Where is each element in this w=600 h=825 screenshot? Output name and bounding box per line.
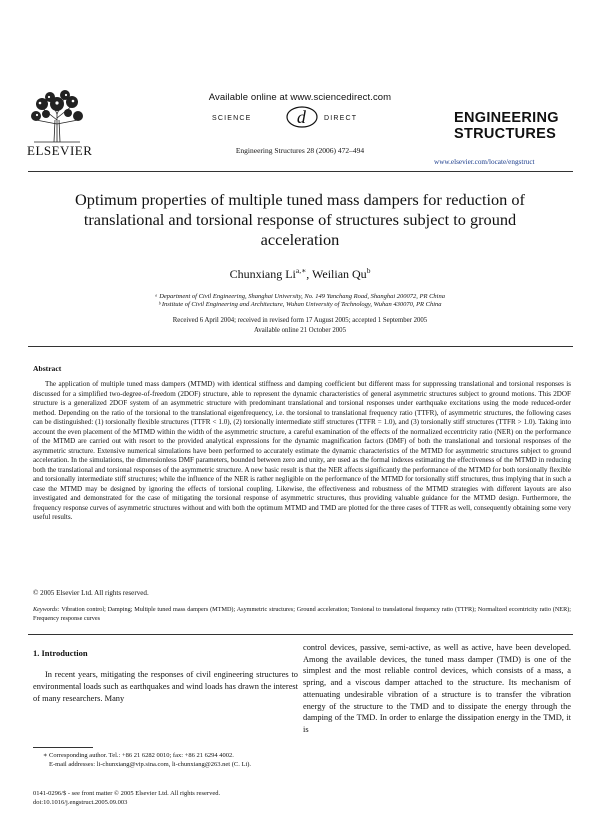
available-online-text: Available online at www.sciencedirect.com	[208, 92, 392, 103]
doi-link[interactable]: doi:10.1016/j.engstruct.2005.09.003	[33, 798, 128, 806]
section-heading: 1. Introduction	[33, 648, 88, 658]
sciencedirect-right-text: DIRECT	[324, 115, 358, 122]
journal-logo	[454, 110, 559, 142]
left-column-text: In recent years, mitigating the responses of civil engineering structures to environmental loads such as earthquakes and wind loads has drawn the interest of many researchers. Many	[33, 670, 298, 703]
sciencedirect-logo	[212, 108, 392, 130]
sciencedirect-left-text: SCIENCE	[212, 115, 252, 122]
author-separator: ,	[306, 267, 312, 281]
journal-reference: Engineering Structures 28 (2006) 472–494	[235, 146, 365, 155]
footnote-divider	[33, 747, 93, 748]
footnotes	[33, 752, 298, 769]
publisher-name: ELSEVIER	[27, 143, 93, 158]
issn-block	[33, 790, 220, 807]
corresponding-author-note: ∗ Corresponding author. Tel.: +86 21 6282 0010; fax: +86 21 6294 4002.	[43, 752, 234, 759]
online-date: Available online 21 October 2005	[254, 327, 346, 334]
sciencedirect-mark: d	[296, 107, 308, 127]
article-title: Optimum properties of multiple tuned mass dampers for reduction of translational and torsional response of structures subject to ground acceleration	[75, 190, 525, 249]
author-affiliation-mark[interactable]: a,∗	[295, 266, 307, 275]
abstract-text: The application of multiple tuned mass dampers (MTMD) with identical stiffness and damping coefficient but different mass for suppressing translational and torsional responses is discussed for a simplified two-degree-of-freedom (2DOF) structure, able to represent the dynamic characteristics of general asymmetric structures subject to ground motions. This 2DOF structure is a generalized 2DOF system of an asymmetric structure with predominant translational and torsional responses under earthquake excitations using the mode reduced-order method. Depending on the ratio of the torsional to the translational eigenfrequency, i.e. the torsional to translational frequency ratio (TTFR), of asymmetric structures, the following cases can be distinguished: (1) torsionally flexible structures (TTFR < 1.0), (2) torsionally intermediate stiff structures (TTFR = 1.0), and (3) torsionally stiff structures (TTFR > 1.0). Taking into account the even placement of the MTMD within the width of the asymmetric structure, a careful examination of the effects of the normalized eccentricity ratio (NER) on the performance of the MTMD are carried out with resort to the provided analytical expressions for the dynamic magnification factors (DMF) of both the translational and torsional responses of the asymmetric structure. Extensive numerical simulations have been performed to accurately estimate the dynamic characteristics of the MTMD for asymmetric structures subject to ground acceleration. In the simulations, the dimensionless DMF parameters, bounded between zero and unity, are used as the formal indexes estimating the effectiveness of the MTMD in reducing both the translational and torsional responses of the asymmetric structure. A new basic result is that the NER affects significantly the performance of the MTMD for both torsionally flexible and torsionally intermediate stiff structures; while the influence of the NER is rather negligible on the performance of the MTMD for torsionally stiff structures, thus implying that in such a case the MTMD may be designed by ignoring the effects of torsional coupling. Likewise, the effectiveness and robustness of the MTMD strategies with different layouts are also investigated and demonstrated for the case of mitigating the torsional response of asymmetric structures, thus providing valuable guidance for the MTMD design. Furthermore, the frequency response curves of asymmetric structures without and with both the optimum MTMD and TMD are plotted for the three cases of TTFR as well, consequently obtaining some very useful results.	[33, 380, 571, 522]
email-note: E-mail addresses: li-chunxiang@vip.sina.com, li-chunxiang@263.net (C. Li).	[49, 760, 252, 768]
author-name: Weilian Qu	[312, 267, 367, 281]
affiliation-a: ᵃ Department of Civil Engineering, Shanghai University, No. 149 Yanchang Road, Shanghai 200072, PR China	[155, 293, 445, 300]
issn-line: 0141-0296/$ - see front matter © 2005 Elsevier Ltd. All rights reserved.	[33, 790, 221, 797]
author-line	[0, 266, 600, 282]
affiliation-b: ᵇ Institute of Civil Engineering and Architecture, Wuhan University of Technology, Wuhan 430070, PR China	[158, 301, 442, 308]
received-dates: Received 6 April 2004; received in revised form 17 August 2005; accepted 1 September 2005	[172, 317, 428, 324]
abstract-heading: Abstract	[33, 364, 62, 373]
keywords-list: Vibration control; Damping; Multiple tuned mass dampers (MTMD); Asymmetric structures; Ground acceleration; Torsional to translational frequency ratio (TTFR); Normalized eccentricity ratio (NER); Frequency response curves	[33, 606, 571, 623]
keywords-label: Keywords:	[33, 606, 60, 613]
title-divider	[28, 346, 573, 347]
keywords	[33, 605, 571, 624]
sciencedirect-at-icon	[285, 106, 319, 128]
journal-logo-line2: STRUCTURES	[454, 126, 557, 142]
journal-url-link[interactable]: www.elsevier.com/locate/engstruct	[434, 158, 535, 166]
copyright-notice: © 2005 Elsevier Ltd. All rights reserved.	[33, 589, 149, 597]
author-name: Chunxiang Li	[229, 267, 296, 281]
author-affiliation-mark[interactable]: b	[366, 266, 371, 275]
right-column-text: control devices, passive, semi-active, as well as active, have been developed. Among the available devices, the tuned mass damper (TMD) is one of the simplest and the most reliable control devices, which consists of a mass, a spring, and a viscous damper attached to the structure. Its mechanism of attenuating undesirable vibration of a structure is to transfer the vibration energy of the structure to the TMD and to dissipate the energy through the damping of the TMD. In order to enlarge the dissipation energy in the TMD, it is	[303, 643, 571, 734]
abstract-divider	[28, 634, 573, 635]
header-divider	[28, 171, 573, 172]
journal-logo-line1: ENGINEERING	[454, 110, 559, 126]
